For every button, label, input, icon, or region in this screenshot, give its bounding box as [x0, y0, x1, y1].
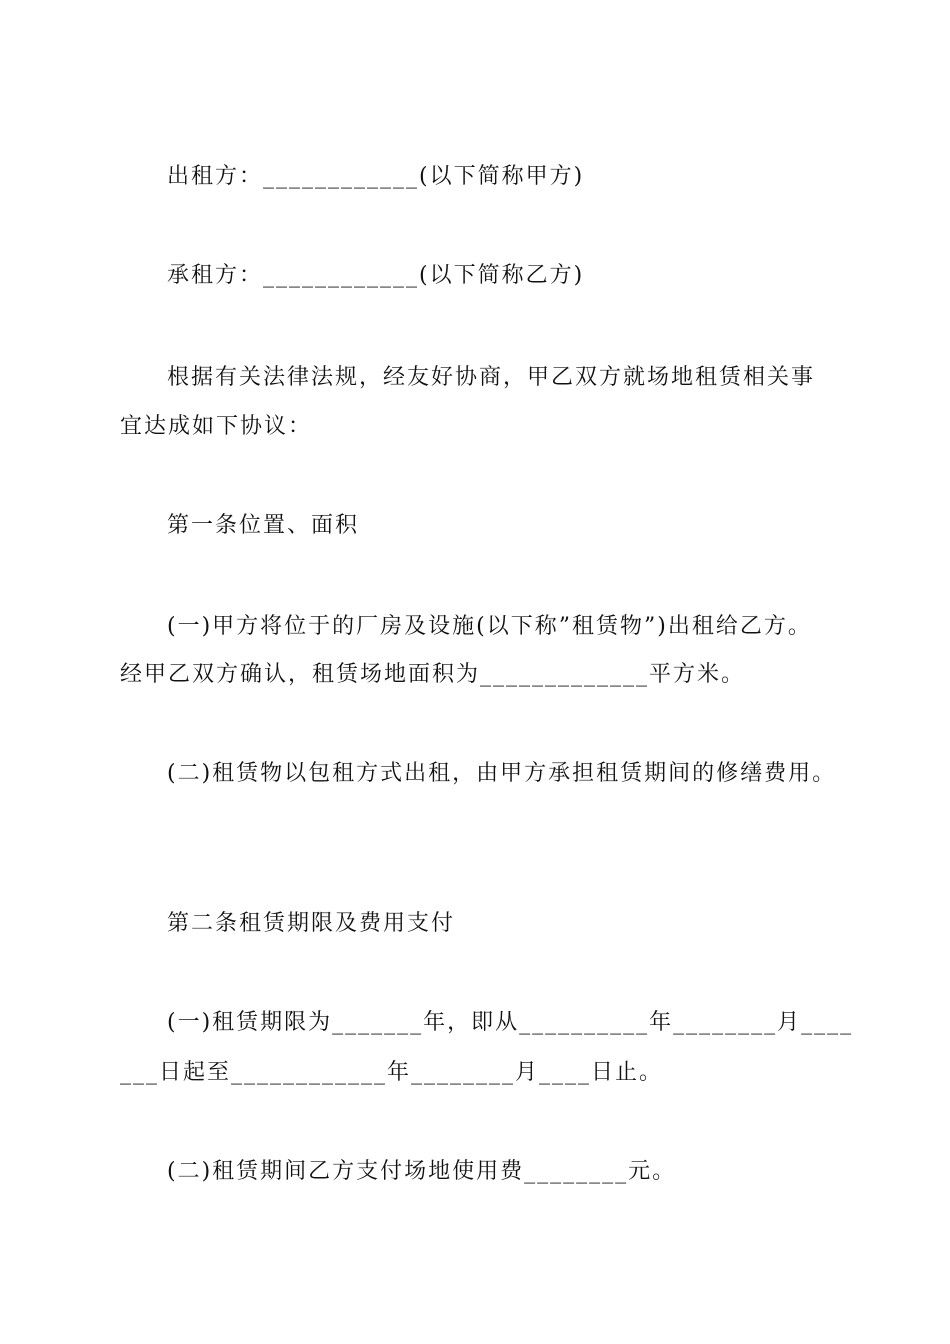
article-1-item-1-line: (一)甲方将位于的厂房及设施(以下称”租赁物”)出租给乙方。 [167, 614, 812, 639]
intro-paragraph-line: 宜达成如下协议： [120, 414, 313, 439]
lessor-line: 出租方：____________(以下简称甲方) [167, 164, 585, 189]
intro-paragraph-line: 根据有关法律法规，经友好协商，甲乙双方就场地租赁相关事 [167, 365, 816, 390]
article-1-title: 第一条位置、面积 [167, 513, 360, 538]
article-2-title: 第二条租赁期限及费用支付 [167, 911, 456, 936]
lessee-line: 承租方：____________(以下简称乙方) [167, 263, 585, 288]
article-2-item-2: (二)租赁期间乙方支付场地使用费________元。 [167, 1159, 677, 1184]
article-1-item-1-line: 经甲乙双方确认，租赁场地面积为_____________平方米。 [120, 662, 746, 687]
article-2-item-1-line: ___日起至____________年________月____日止。 [120, 1060, 664, 1085]
article-1-item-2: (二)租赁物以包租方式出租，由甲方承担租赁期间的修缮费用。 [167, 761, 837, 786]
article-2-item-1-line: (一)租赁期限为_______年，即从__________年________月____ [167, 1010, 854, 1035]
